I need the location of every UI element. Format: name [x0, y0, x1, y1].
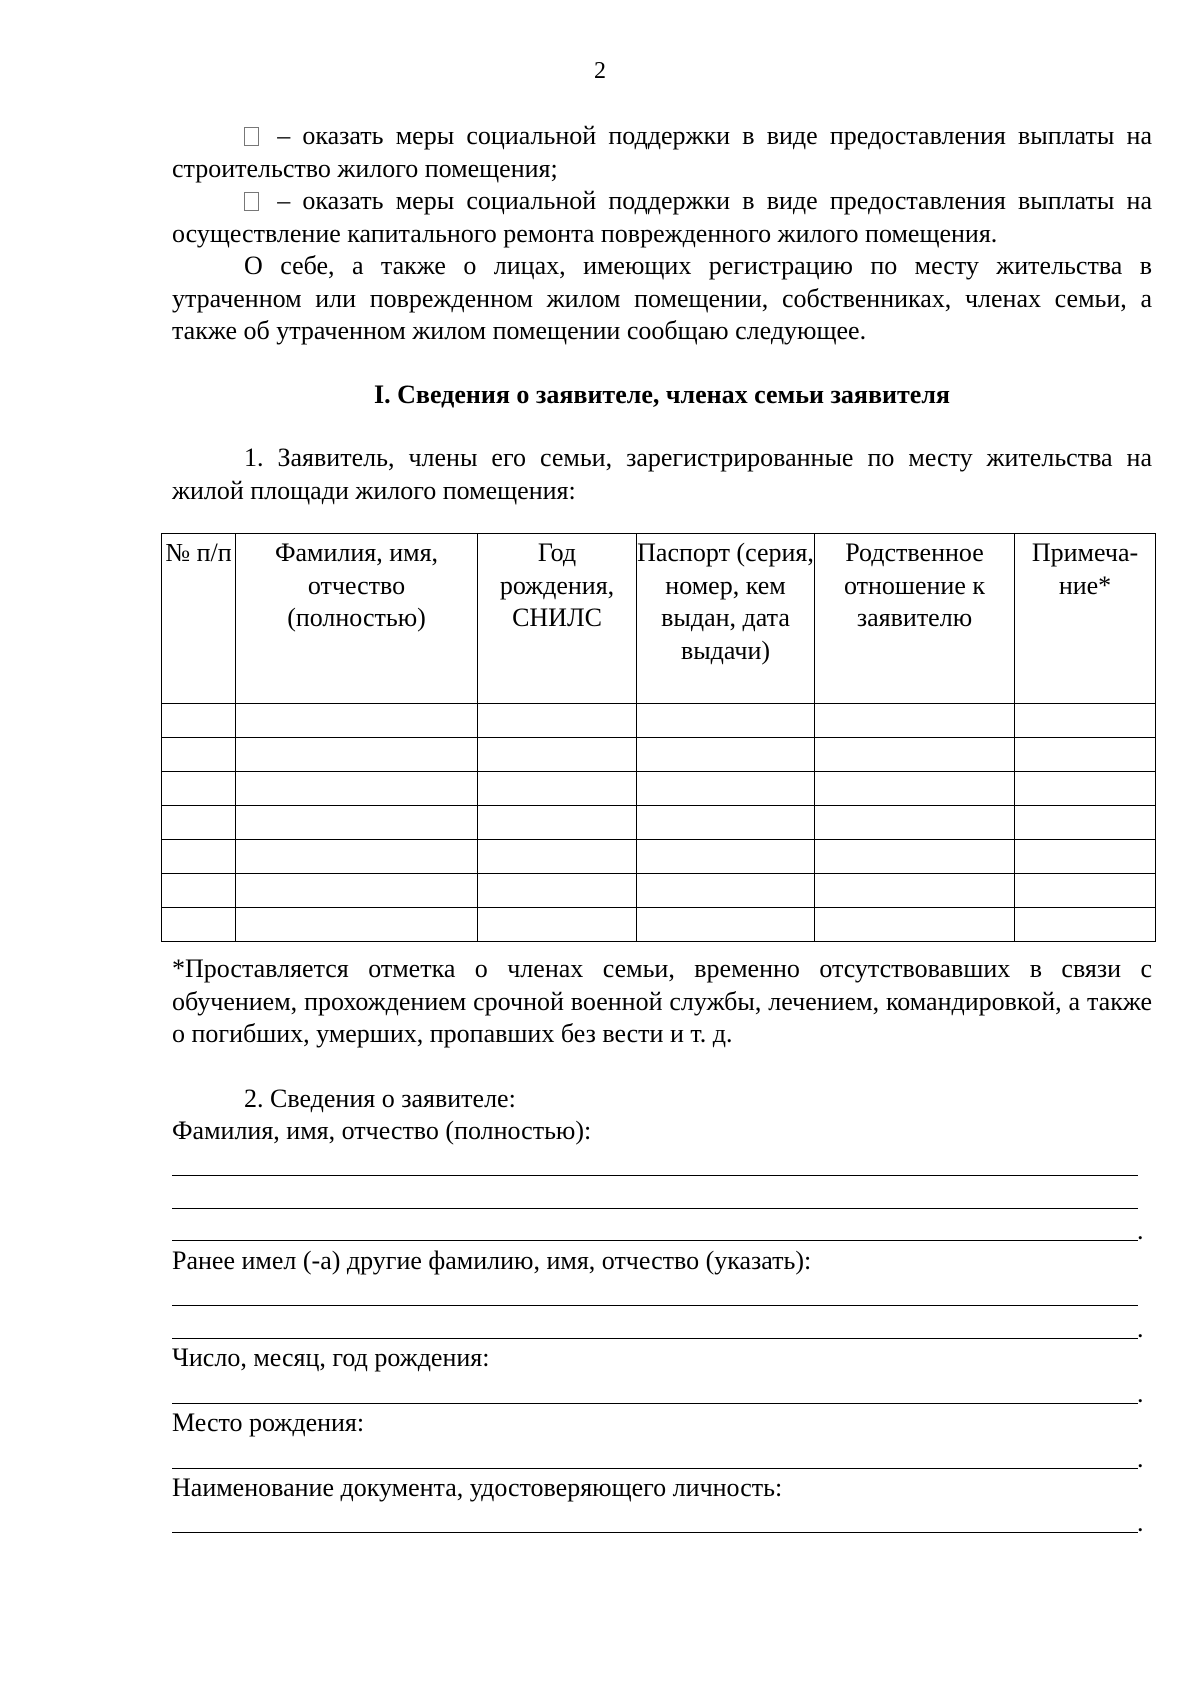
header-birth-year-snils: Год рождения, СНИЛС	[478, 534, 637, 704]
table-cell[interactable]	[1015, 840, 1156, 874]
label-birth-place: Место рождения:	[172, 1408, 365, 1437]
family-members-table	[161, 533, 1156, 942]
input-line-full-name-1[interactable]	[172, 1175, 1138, 1176]
line-end-dot: .	[1137, 1508, 1144, 1537]
table-cell[interactable]	[815, 704, 1015, 738]
input-line-birth-place[interactable]	[172, 1468, 1138, 1469]
table-cell[interactable]	[236, 704, 478, 738]
table-cell[interactable]	[162, 908, 236, 942]
table-cell[interactable]	[815, 908, 1015, 942]
table-cell[interactable]	[1015, 874, 1156, 908]
table-cell[interactable]	[478, 840, 637, 874]
table-cell[interactable]	[478, 704, 637, 738]
table-cell[interactable]	[162, 704, 236, 738]
input-line-full-name-3[interactable]	[172, 1240, 1138, 1241]
line-end-dot: .	[1137, 1216, 1144, 1245]
table-row	[162, 874, 1156, 908]
input-line-previous-names-1[interactable]	[172, 1305, 1138, 1306]
input-line-birth-date[interactable]	[172, 1403, 1138, 1404]
table-header-row	[162, 534, 1156, 704]
item2-paragraph: 2. Сведения о заявителе:	[244, 1084, 516, 1113]
table-cell[interactable]	[478, 874, 637, 908]
table-cell[interactable]	[236, 738, 478, 772]
table-cell[interactable]	[1015, 738, 1156, 772]
label-birth-date: Число, месяц, год рождения:	[172, 1343, 490, 1372]
table-cell[interactable]	[478, 738, 637, 772]
table-cell[interactable]	[815, 806, 1015, 840]
table-cell[interactable]	[162, 840, 236, 874]
option-repair-payment	[172, 185, 1152, 250]
table-cell[interactable]	[637, 874, 815, 908]
option-construction-payment	[172, 120, 1152, 185]
table-footnote: *Проставляется отметка о членах семьи, временно отсутствовавших в связи с обучением, прохождением срочной военной службы, лечением, командировкой, а также о погибших, умерших, пропавших без вести и т. д.	[172, 954, 1152, 1048]
checkbox-repair-payment[interactable]	[244, 192, 259, 211]
table-cell[interactable]	[236, 772, 478, 806]
table-cell[interactable]	[637, 908, 815, 942]
table-row	[162, 738, 1156, 772]
table-cell[interactable]	[815, 738, 1015, 772]
table-row	[162, 908, 1156, 942]
table-cell[interactable]	[478, 772, 637, 806]
table-cell[interactable]	[1015, 704, 1156, 738]
table-cell[interactable]	[236, 874, 478, 908]
line-end-dot: .	[1137, 1444, 1144, 1473]
intro-paragraph: О себе, а также о лицах, имеющих регистрацию по месту жительства в утраченном или поврежденном жилом помещении, собственниках, членах семьи, а также об утраченном жилом помещении сообщаю следующее.	[172, 251, 1152, 345]
table-cell[interactable]	[815, 772, 1015, 806]
input-line-previous-names-2[interactable]	[172, 1338, 1138, 1339]
table-cell[interactable]	[1015, 772, 1156, 806]
option-construction-text: – оказать меры социальной поддержки в виде предоставления выплаты на строительство жилого помещения;	[172, 121, 1152, 183]
header-relation: Родственное отношение к заявителю	[815, 534, 1015, 704]
label-id-document: Наименование документа, удостоверяющего личность:	[172, 1473, 783, 1502]
option-repair-text: – оказать меры социальной поддержки в виде предоставления выплаты на осуществление капитального ремонта поврежденного жилого помещения.	[172, 186, 1152, 248]
header-full-name: Фамилия, имя, отчество (полностью)	[236, 534, 478, 704]
table-row	[162, 772, 1156, 806]
table-cell[interactable]	[478, 806, 637, 840]
line-end-dot: .	[1137, 1314, 1144, 1343]
table-cell[interactable]	[1015, 908, 1156, 942]
table-cell[interactable]	[637, 840, 815, 874]
label-previous-names: Ранее имел (-а) другие фамилию, имя, отчество (указать):	[172, 1246, 812, 1275]
header-number: № п/п	[162, 534, 236, 704]
table-row	[162, 806, 1156, 840]
table-cell[interactable]	[162, 874, 236, 908]
table-cell[interactable]	[815, 874, 1015, 908]
table-cell[interactable]	[236, 806, 478, 840]
header-passport: Паспорт (серия, номер, кем выдан, дата выдачи)	[637, 534, 815, 704]
line-end-dot: .	[1137, 1379, 1144, 1408]
table-cell[interactable]	[478, 908, 637, 942]
label-full-name: Фамилия, имя, отчество (полностью):	[172, 1116, 592, 1145]
table-cell[interactable]	[236, 908, 478, 942]
input-line-id-document[interactable]	[172, 1532, 1138, 1533]
table-row	[162, 704, 1156, 738]
table-cell[interactable]	[162, 806, 236, 840]
page-number: 2	[594, 58, 606, 84]
table-cell[interactable]	[637, 806, 815, 840]
header-note: Примеча-ние*	[1015, 534, 1156, 704]
checkbox-construction-payment[interactable]	[244, 127, 259, 146]
table-row	[162, 840, 1156, 874]
table-cell[interactable]	[236, 840, 478, 874]
table-cell[interactable]	[637, 704, 815, 738]
table-cell[interactable]	[815, 840, 1015, 874]
table-cell[interactable]	[637, 738, 815, 772]
section-title: I. Сведения о заявителе, членах семьи заявителя	[374, 380, 950, 409]
table-cell[interactable]	[1015, 806, 1156, 840]
item1-paragraph: 1. Заявитель, члены его семьи, зарегистрированные по месту жительства на жилой площади жилого помещения:	[172, 443, 1152, 505]
table-cell[interactable]	[637, 772, 815, 806]
table-cell[interactable]	[162, 738, 236, 772]
table-cell[interactable]	[162, 772, 236, 806]
input-line-full-name-2[interactable]	[172, 1208, 1138, 1209]
